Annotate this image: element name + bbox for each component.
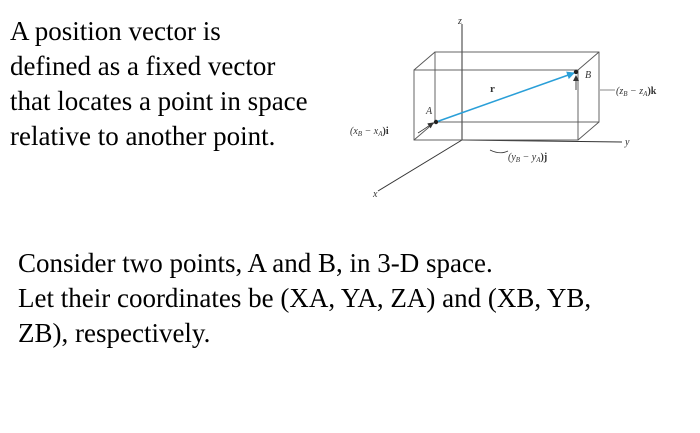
coordinate-box (414, 52, 599, 140)
position-vector-diagram (340, 0, 680, 215)
consider-line-2: Let their coordinates be (XA, YA, ZA) and (XB, YB, (18, 283, 592, 313)
intro-paragraph (10, 14, 350, 154)
point-a-marker (434, 120, 438, 124)
position-vector-r (436, 73, 574, 122)
point-a-label: A (426, 106, 433, 117)
intro-line-1: A position vector is (10, 16, 221, 46)
point-b-marker (574, 70, 578, 74)
x-component-arrow (418, 123, 433, 133)
coordinate-axes (378, 24, 622, 191)
x-axis (378, 140, 462, 191)
y-component-label: $(y_B - y_A)j$ (508, 152, 548, 164)
consider-line-1: Consider two points, A and B, in 3-D space. (18, 248, 493, 278)
z-component-label: $(z_B - z_A)k$ (616, 86, 657, 98)
intro-line-2: defined as a fixed vector (10, 51, 276, 81)
x-component-label: $(x_B - x_A)i$ (350, 126, 389, 138)
y-axis-label: y (625, 137, 630, 148)
box-edge-bottom-left (414, 122, 435, 140)
x-axis-label: x (373, 189, 378, 200)
point-b-label: B (585, 70, 592, 81)
consider-line-3: ZB), respectively. (18, 318, 211, 348)
vector-r-label: r (490, 83, 495, 95)
y-component-arrow (490, 150, 508, 153)
consider-paragraph (18, 246, 688, 351)
box-edge-top-left (414, 52, 435, 70)
box-edge-bottom-right (578, 122, 599, 140)
intro-line-3: that locates a point in space (10, 86, 308, 116)
box-edge-top-right (578, 52, 599, 70)
intro-line-4: relative to another point. (10, 121, 276, 151)
z-axis-label: z (458, 16, 462, 27)
box-back-face (435, 52, 599, 122)
